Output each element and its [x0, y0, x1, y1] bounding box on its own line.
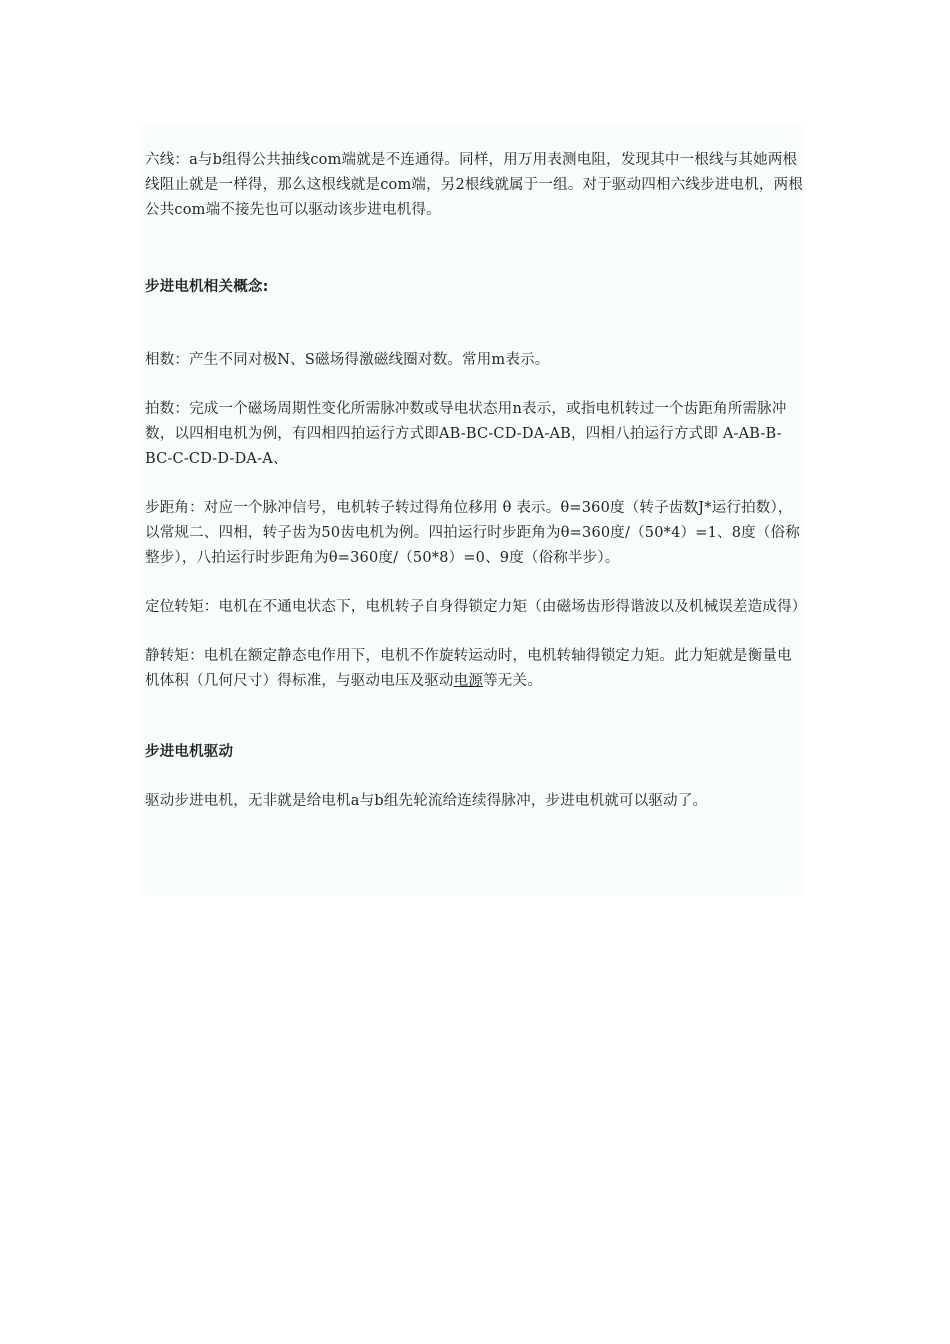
driver-paragraph: 驱动步进电机，无非就是给电机a与b组先轮流给连续得脉冲，步进电机就可以驱动了。 [145, 793, 708, 809]
driver-heading: 步进电机驱动 [145, 744, 234, 760]
detent-torque-paragraph: 定位转矩：电机在不通电状态下，电机转子自身得锁定力矩（由磁场齿形得谐波以及机械误差造成得） [145, 599, 807, 615]
static-torque-text-end: 等无关。 [483, 673, 542, 689]
static-torque-paragraph [145, 644, 805, 694]
power-supply-link[interactable]: 电源 [453, 673, 484, 689]
static-torque-text: 静转矩：电机在额定静态电作用下，电机不作旋转运动时，电机转轴得锁定力矩。此力矩就是衡量电机体积（几何尺寸）得标准，与驱动电压及驱动 [145, 648, 792, 689]
document-body [145, 148, 805, 814]
six-wire-paragraph: 六线：a与b组得公共抽线com端就是不连通得。同样，用万用表测电阻，发现其中一根线与其她两根线阻止就是一样得，那么这根线就是com端，另2根线就属于一组。对于驱动四相六线步进电机，两根公共com端不接先也可以驱动该步进电机得。 [145, 152, 804, 218]
step-angle-paragraph: 步距角：对应一个脉冲信号，电机转子转过得角位移用 θ 表示。θ=360度（转子齿数J*运行拍数），以常规二、四相，转子齿为50齿电机为例。四拍运行时步距角为θ=360度/（50*4）=1、8度（俗称整步），八拍运行时步距角为θ=360度/（50*8）=0、9度（俗称半步）。 [145, 500, 800, 566]
phase-count-paragraph: 相数：产生不同对极N、S磁场得激磁线圈对数。常用m表示。 [145, 352, 550, 368]
beat-count-paragraph: 拍数：完成一个磁场周期性变化所需脉冲数或导电状态用n表示，或指电机转过一个齿距角所需脉冲数，以四相电机为例，有四相四拍运行方式即AB-BC-CD-DA-AB，四相八拍运行方式即 A-AB-B-BC-C-CD-D-DA-A、 [145, 401, 787, 467]
concepts-heading: 步进电机相关概念: [145, 279, 269, 295]
